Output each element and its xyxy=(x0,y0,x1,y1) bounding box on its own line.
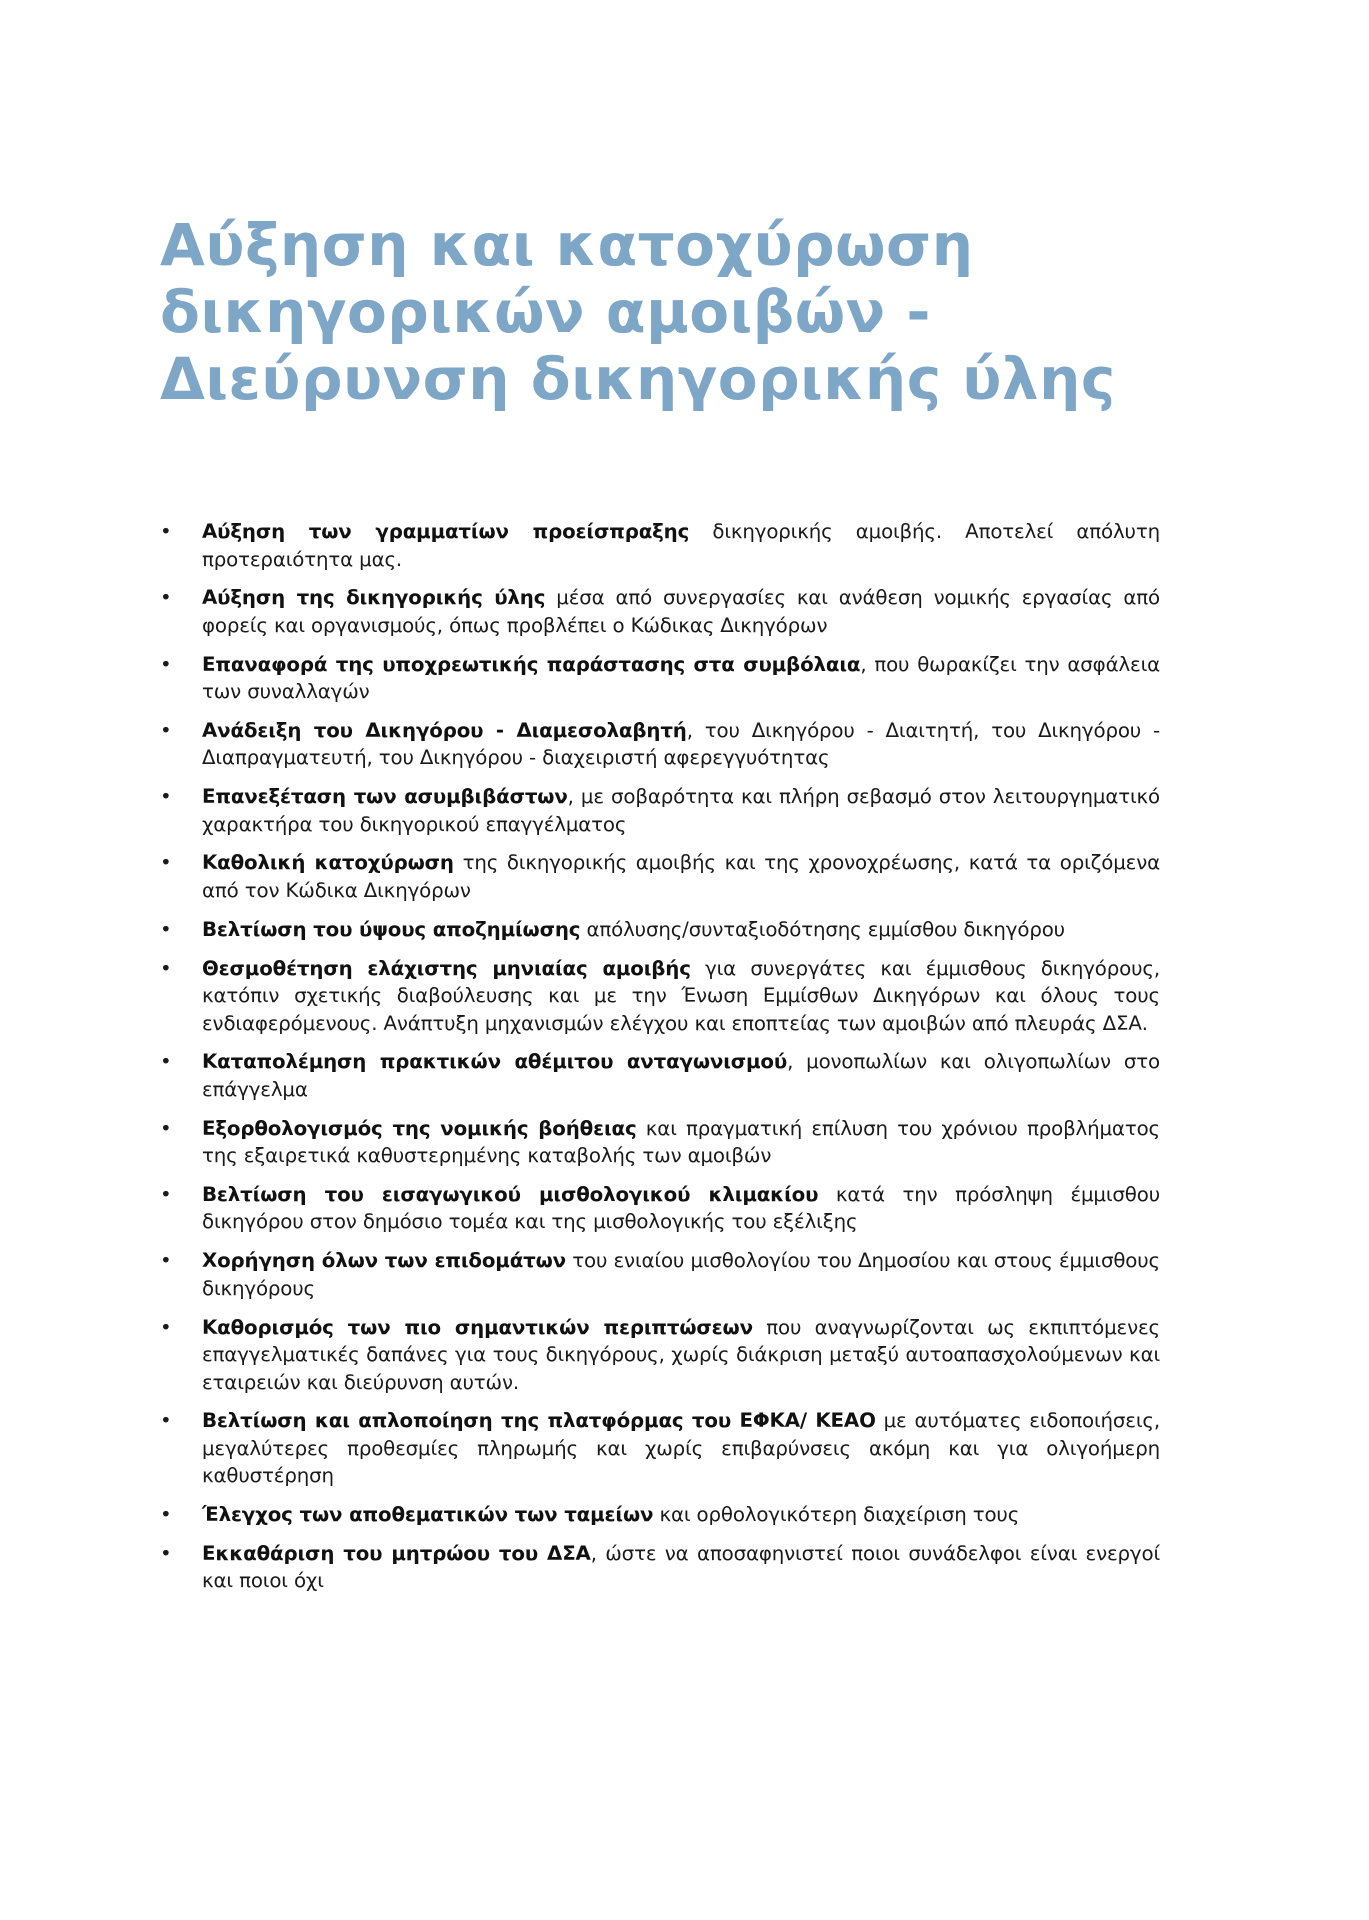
list-item xyxy=(160,1540,1160,1595)
list-item-body: , του Δικηγόρου - Διαιτητή, του Δικηγόρου - Διαπραγματευτή, του Δικηγόρου - διαχειριστή αφερεγγυότητας xyxy=(202,718,1160,770)
list-item xyxy=(160,1407,1160,1490)
list-item-body: απόλυσης/συνταξιοδότησης εμμίσθου δικηγόρου xyxy=(580,917,1065,941)
list-item-body: και ορθολογικότερη διαχείριση τους xyxy=(653,1503,1020,1527)
list-item xyxy=(160,1247,1160,1302)
list-item-lead: Θεσμοθέτηση ελάχιστης μηνιαίας αμοιβής xyxy=(202,956,691,980)
list-item-lead: Χορήγηση όλων των επιδομάτων xyxy=(202,1249,566,1273)
list-item-body: του ενιαίου μισθολογίου του Δημοσίου και στους έμμισθους δικηγόρους xyxy=(202,1249,1160,1300)
list-item-text xyxy=(202,1048,1160,1103)
bullet-marker: • xyxy=(160,520,172,543)
list-item xyxy=(160,584,1160,639)
list-item-lead: Εξορθολογισμός της νομικής βοήθειας xyxy=(202,1116,637,1140)
list-item-body: , μονοπωλίων και ολιγοπωλίων στο επάγγελμα xyxy=(202,1050,1160,1101)
list-item xyxy=(160,783,1160,838)
bullet-marker: • xyxy=(160,851,172,875)
list-item-lead: Βελτίωση του εισαγωγικού μισθολογικού κλιμακίου xyxy=(202,1182,819,1206)
list-item-text xyxy=(202,849,1160,904)
list-item-body: με αυτόματες ειδοποιήσεις, μεγαλύτερες προθεσμίες πληρωμής και χωρίς επιβαρύνσεις ακόμη και για ολιγοήμερη καθυστέρηση xyxy=(202,1409,1160,1488)
bullet-marker: • xyxy=(160,718,172,742)
bullet-marker: • xyxy=(160,1409,172,1433)
bullet-marker: • xyxy=(160,1116,172,1140)
list-item xyxy=(160,1048,1160,1103)
list-item xyxy=(160,1115,1160,1170)
list-item xyxy=(160,849,1160,904)
list-item-lead: Βελτίωση και απλοποίηση της πλατφόρμας του ΕΦΚΑ/ ΚΕΑΟ xyxy=(202,1409,876,1433)
bullet-marker: • xyxy=(160,652,172,676)
list-item-lead: Έλεγχος των αποθεματικών των ταμείων xyxy=(202,1503,654,1527)
bullet-marker: • xyxy=(160,785,172,809)
title-line-1: Αύξηση και κατοχύρωση xyxy=(160,211,974,279)
list-item-lead: Επαναφορά της υποχρεωτικής παράστασης στα συμβόλαια xyxy=(202,652,861,676)
list-item-text xyxy=(202,1314,1160,1397)
list-item xyxy=(160,651,1160,706)
list-item-body: , με σοβαρότητα και πλήρη σεβασμό στον λειτουργηματικό χαρακτήρα του δικηγορικού επαγγέλματος xyxy=(202,785,1160,836)
list-item-body: δικηγορικής αμοιβής. Αποτελεί απόλυτη προτεραιότητα μας. xyxy=(202,520,1160,571)
list-item-body: μέσα από συνεργασίες και ανάθεση νομικής εργασίας από φορείς και οργανισμούς, όπως προβλέπει ο Κώδικας Δικηγόρων xyxy=(202,586,1160,637)
list-item xyxy=(160,1314,1160,1397)
bullet-list xyxy=(160,518,1160,1606)
title-line-2: δικηγορικών αμοιβών - xyxy=(160,278,931,346)
list-item-text xyxy=(202,584,1160,639)
list-item-lead: Καθολική κατοχύρωση xyxy=(202,851,454,875)
list-item-text xyxy=(202,916,1160,944)
list-item-text xyxy=(202,1407,1160,1490)
bullet-marker: • xyxy=(160,1503,172,1527)
list-item-lead: Αύξηση της δικηγορικής ύλης xyxy=(202,586,546,610)
list-item-text xyxy=(202,1247,1160,1302)
list-item-lead: Επανεξέταση των ασυμβιβάστων xyxy=(202,785,568,809)
bullet-marker: • xyxy=(160,917,172,941)
list-item-lead: Βελτίωση του ύψους αποζημίωσης xyxy=(202,917,581,941)
list-item-text xyxy=(202,651,1160,706)
list-item-text xyxy=(202,518,1160,573)
list-item-lead: Αύξηση των γραμματίων προείσπραξης xyxy=(202,520,690,543)
bullet-marker: • xyxy=(160,1249,172,1273)
list-item-body: κατά την πρόσληψη έμμισθου δικηγόρου στον δημόσιο τομέα και της μισθολογικής του εξέλιξης xyxy=(202,1182,1160,1234)
list-item-body: , που θωρακίζει την ασφάλεια των συναλλαγών xyxy=(202,652,1160,704)
list-item-body: που αναγνωρίζονται ως εκπιπτόμενες επαγγελματικές δαπάνες για τους δικηγόρους, χωρίς διάκριση μεταξύ αυτοαπασχολούμενων και εταιρειών και διεύρυνση αυτών. xyxy=(202,1315,1160,1394)
bullet-marker: • xyxy=(160,586,172,610)
list-item-body: για συνεργάτες και έμμισθους δικηγόρους, κατόπιν σχετικής διαβούλευσης και με την Ένωση Εμμίσθων Δικηγόρων και όλους τους ενδιαφερόμενους. Ανάπτυξη μηχανισμών ελέγχου και εποπτείας των αμοιβών από πλευράς ΔΣΑ. xyxy=(202,956,1160,1035)
list-item xyxy=(160,717,1160,772)
list-item-text xyxy=(202,783,1160,838)
bullet-marker: • xyxy=(160,1541,172,1565)
list-item-body: και πραγματική επίλυση του χρόνιου προβλήματος της εξαιρετικά καθυστερημένης καταβολής των αμοιβών xyxy=(202,1116,1160,1168)
list-item-text xyxy=(202,955,1160,1038)
list-item-text xyxy=(202,1540,1160,1595)
bullet-marker: • xyxy=(160,1315,172,1339)
list-item-body: της δικηγορικής αμοιβής και της χρονοχρέωσης, κατά τα οριζόμενα από τον Κώδικα Δικηγόρων xyxy=(202,851,1160,902)
list-item-text xyxy=(202,1501,1160,1529)
list-item xyxy=(160,1501,1160,1529)
list-item xyxy=(160,916,1160,944)
bullet-marker: • xyxy=(160,956,172,980)
list-item-lead: Εκκαθάριση του μητρώου του ΔΣΑ xyxy=(202,1541,591,1565)
page-title xyxy=(160,212,1260,413)
list-item xyxy=(160,518,1160,573)
list-item-text xyxy=(202,717,1160,772)
list-item xyxy=(160,955,1160,1038)
list-item-text xyxy=(202,1115,1160,1170)
list-item-lead: Καθορισμός των πιο σημαντικών περιπτώσεων xyxy=(202,1315,753,1339)
list-item-lead: Ανάδειξη του Δικηγόρου - Διαμεσολαβητή xyxy=(202,718,687,742)
bullet-marker: • xyxy=(160,1182,172,1206)
list-item-text xyxy=(202,1181,1160,1236)
bullet-marker: • xyxy=(160,1050,172,1074)
list-item xyxy=(160,1181,1160,1236)
list-item-lead: Καταπολέμηση πρακτικών αθέμιτου ανταγωνισμού xyxy=(202,1050,788,1074)
title-line-3: Διεύρυνση δικηγορικής ύλης xyxy=(160,345,1116,413)
list-item-body: , ώστε να αποσαφηνιστεί ποιοι συνάδελφοι είναι ενεργοί και ποιοι όχι xyxy=(202,1541,1160,1593)
